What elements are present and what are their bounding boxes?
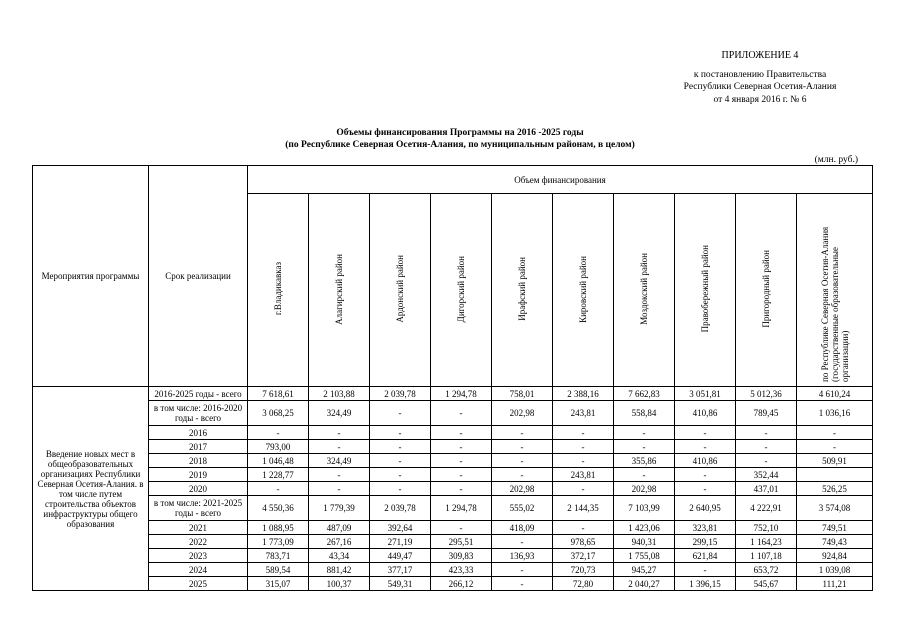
- value-cell: -: [370, 401, 431, 426]
- value-cell: 783,71: [248, 549, 309, 563]
- value-cell: -: [370, 454, 431, 468]
- value-cell: -: [553, 426, 614, 440]
- value-cell: 558,84: [614, 401, 675, 426]
- value-cell: 1 039,08: [797, 563, 873, 577]
- decree-date-line: от 4 января 2016 г. № 6: [713, 95, 807, 105]
- table-body: [33, 387, 873, 591]
- value-cell: 1 294,78: [431, 387, 492, 401]
- value-cell: -: [309, 482, 370, 496]
- region-header: [736, 194, 797, 387]
- value-cell: 7 662,83: [614, 387, 675, 401]
- value-cell: 202,98: [492, 401, 553, 426]
- value-cell: 793,00: [248, 440, 309, 454]
- table-row: [33, 468, 873, 482]
- value-cell: 410,86: [675, 454, 736, 468]
- header-row-top: [33, 166, 873, 194]
- value-cell: -: [492, 454, 553, 468]
- region-header: [248, 194, 309, 387]
- value-cell: 2 388,16: [553, 387, 614, 401]
- table-row: [33, 496, 873, 521]
- decree-line: к постановлению Правительства: [693, 70, 827, 80]
- value-cell: -: [553, 521, 614, 535]
- table-row: [33, 440, 873, 454]
- value-cell: 437,01: [736, 482, 797, 496]
- value-cell: -: [675, 468, 736, 482]
- value-cell: -: [370, 426, 431, 440]
- value-cell: -: [309, 426, 370, 440]
- region-header: [553, 194, 614, 387]
- value-cell: 271,19: [370, 535, 431, 549]
- period-cell: 2025: [149, 577, 248, 591]
- value-cell: 243,81: [553, 401, 614, 426]
- value-cell: -: [248, 426, 309, 440]
- value-cell: -: [309, 440, 370, 454]
- value-cell: 2 039,78: [370, 387, 431, 401]
- table-row: [33, 549, 873, 563]
- value-cell: -: [614, 426, 675, 440]
- value-cell: -: [675, 482, 736, 496]
- value-cell: 1 046,48: [248, 454, 309, 468]
- period-cell: 2024: [149, 563, 248, 577]
- value-cell: 758,01: [492, 387, 553, 401]
- value-cell: 1 107,18: [736, 549, 797, 563]
- value-cell: -: [736, 454, 797, 468]
- value-cell: 352,44: [736, 468, 797, 482]
- region-header: [797, 194, 873, 387]
- region-header: [492, 194, 553, 387]
- value-cell: 7 618,61: [248, 387, 309, 401]
- government-line: Республики Северная Осетия-Алания: [683, 82, 837, 92]
- value-cell: 323,81: [675, 521, 736, 535]
- value-cell: 1 755,08: [614, 549, 675, 563]
- value-cell: -: [492, 563, 553, 577]
- period-cell: 2016-2025 годы - всего: [149, 387, 248, 401]
- value-cell: -: [248, 482, 309, 496]
- value-cell: -: [675, 426, 736, 440]
- value-cell: 43,34: [309, 549, 370, 563]
- value-cell: 243,81: [553, 468, 614, 482]
- value-cell: -: [370, 482, 431, 496]
- period-cell: 2018: [149, 454, 248, 468]
- value-cell: 1 036,16: [797, 401, 873, 426]
- value-cell: 372,17: [553, 549, 614, 563]
- value-cell: 789,45: [736, 401, 797, 426]
- value-cell: -: [431, 468, 492, 482]
- value-cell: -: [370, 440, 431, 454]
- value-cell: 487,09: [309, 521, 370, 535]
- value-cell: -: [431, 440, 492, 454]
- region-header-label: Моздокский район: [639, 253, 649, 325]
- value-cell: 7 103,99: [614, 496, 675, 521]
- region-header: [370, 194, 431, 387]
- period-cell: в том числе: 2016-2020 годы - всего: [149, 401, 248, 426]
- value-cell: 978,65: [553, 535, 614, 549]
- table-row: [33, 535, 873, 549]
- table-row: [33, 387, 873, 401]
- period-cell: 2016: [149, 426, 248, 440]
- table-row: [33, 563, 873, 577]
- period-cell: 2019: [149, 468, 248, 482]
- value-cell: 4 550,36: [248, 496, 309, 521]
- value-cell: -: [492, 440, 553, 454]
- period-column-header: Срок реализации: [149, 166, 248, 387]
- units-label: (млн. руб.): [814, 155, 858, 165]
- value-cell: -: [492, 468, 553, 482]
- value-cell: 1 088,95: [248, 521, 309, 535]
- value-cell: -: [736, 440, 797, 454]
- value-cell: 4 610,24: [797, 387, 873, 401]
- value-cell: -: [492, 426, 553, 440]
- value-cell: 2 640,95: [675, 496, 736, 521]
- value-cell: -: [431, 454, 492, 468]
- value-cell: 324,49: [309, 401, 370, 426]
- region-header-label: Пригородный район: [761, 250, 771, 328]
- value-cell: -: [736, 426, 797, 440]
- appendix-label: ПРИЛОЖЕНИЕ 4: [721, 50, 799, 61]
- value-cell: [797, 468, 873, 482]
- document-subtitle: (по Республике Северная Осетия-Алания, по муниципальным районам, в целом): [285, 140, 635, 150]
- value-cell: 377,17: [370, 563, 431, 577]
- value-cell: 653,72: [736, 563, 797, 577]
- table-row: [33, 454, 873, 468]
- value-cell: 1 294,78: [431, 496, 492, 521]
- table-row: [33, 426, 873, 440]
- value-cell: 100,37: [309, 577, 370, 591]
- period-cell: 2017: [149, 440, 248, 454]
- table-row: [33, 401, 873, 426]
- value-cell: 324,49: [309, 454, 370, 468]
- value-cell: -: [614, 468, 675, 482]
- region-header-label: по Республике Северная Осетия-Алания (государственные образовательные организации): [819, 226, 850, 382]
- value-cell: 940,31: [614, 535, 675, 549]
- value-cell: 720,73: [553, 563, 614, 577]
- region-header: [675, 194, 736, 387]
- value-cell: 1 396,15: [675, 577, 736, 591]
- value-cell: 3 574,08: [797, 496, 873, 521]
- table-row: [33, 482, 873, 496]
- region-header: [431, 194, 492, 387]
- value-cell: 555,02: [492, 496, 553, 521]
- value-cell: -: [492, 535, 553, 549]
- region-header-label: Кировский район: [578, 255, 588, 323]
- value-cell: 315,07: [248, 577, 309, 591]
- value-cell: 1 228,77: [248, 468, 309, 482]
- value-cell: 202,98: [614, 482, 675, 496]
- value-cell: 410,86: [675, 401, 736, 426]
- value-cell: 752,10: [736, 521, 797, 535]
- value-cell: -: [431, 521, 492, 535]
- value-cell: 4 222,91: [736, 496, 797, 521]
- value-cell: 267,16: [309, 535, 370, 549]
- value-cell: 1 773,09: [248, 535, 309, 549]
- value-cell: 266,12: [431, 577, 492, 591]
- value-cell: 621,84: [675, 549, 736, 563]
- financing-table: [32, 165, 873, 591]
- value-cell: -: [675, 440, 736, 454]
- value-cell: -: [675, 563, 736, 577]
- value-cell: -: [309, 468, 370, 482]
- value-cell: 2 103,88: [309, 387, 370, 401]
- region-header: [614, 194, 675, 387]
- measure-description: Введение новых мест в общеобразовательных организациях Республики Северная Осетия-Алания. в том числе путем строительства объектов инфраструктуры общего образования: [33, 387, 149, 591]
- value-cell: -: [431, 482, 492, 496]
- region-header-label: Алагирский район: [334, 253, 344, 325]
- period-cell: 2022: [149, 535, 248, 549]
- period-cell: 2020: [149, 482, 248, 496]
- value-cell: -: [370, 468, 431, 482]
- value-cell: 1 779,39: [309, 496, 370, 521]
- region-header-label: г.Владикавказ: [273, 262, 283, 316]
- value-cell: -: [797, 440, 873, 454]
- value-cell: -: [797, 426, 873, 440]
- value-cell: -: [553, 454, 614, 468]
- value-cell: 3 051,81: [675, 387, 736, 401]
- period-cell: в том числе: 2021-2025 годы - всего: [149, 496, 248, 521]
- table-row: [33, 577, 873, 591]
- value-cell: 111,21: [797, 577, 873, 591]
- value-cell: -: [431, 426, 492, 440]
- region-header-label: Ардонский район: [395, 255, 405, 323]
- value-cell: 202,98: [492, 482, 553, 496]
- value-cell: 423,33: [431, 563, 492, 577]
- value-cell: 299,15: [675, 535, 736, 549]
- value-cell: 549,31: [370, 577, 431, 591]
- value-cell: 749,51: [797, 521, 873, 535]
- value-cell: 749,43: [797, 535, 873, 549]
- value-cell: 136,93: [492, 549, 553, 563]
- value-cell: -: [553, 482, 614, 496]
- value-cell: 945,27: [614, 563, 675, 577]
- financing-group-header: Объем финансирования: [248, 166, 873, 194]
- value-cell: 2 144,35: [553, 496, 614, 521]
- region-header-label: Правобережный район: [700, 245, 710, 333]
- value-cell: 295,51: [431, 535, 492, 549]
- value-cell: 355,86: [614, 454, 675, 468]
- value-cell: 3 068,25: [248, 401, 309, 426]
- value-cell: -: [431, 401, 492, 426]
- value-cell: -: [553, 440, 614, 454]
- value-cell: 2 039,78: [370, 496, 431, 521]
- value-cell: 589,54: [248, 563, 309, 577]
- value-cell: 392,64: [370, 521, 431, 535]
- value-cell: 881,42: [309, 563, 370, 577]
- value-cell: 1 423,06: [614, 521, 675, 535]
- value-cell: -: [614, 440, 675, 454]
- value-cell: 418,09: [492, 521, 553, 535]
- value-cell: 5 012,36: [736, 387, 797, 401]
- document-title: Объемы финансирования Программы на 2016 -2025 годы: [336, 128, 584, 138]
- value-cell: 526,25: [797, 482, 873, 496]
- value-cell: 924,84: [797, 549, 873, 563]
- value-cell: 1 164,23: [736, 535, 797, 549]
- table-row: [33, 521, 873, 535]
- value-cell: 545,67: [736, 577, 797, 591]
- region-header-label: Ирафский район: [517, 257, 527, 321]
- region-header: [309, 194, 370, 387]
- period-cell: 2021: [149, 521, 248, 535]
- value-cell: -: [492, 577, 553, 591]
- value-cell: 309,83: [431, 549, 492, 563]
- region-header-label: Дигорский район: [456, 255, 466, 323]
- value-cell: 2 040,27: [614, 577, 675, 591]
- value-cell: 72,80: [553, 577, 614, 591]
- value-cell: 509,91: [797, 454, 873, 468]
- value-cell: 449,47: [370, 549, 431, 563]
- period-cell: 2023: [149, 549, 248, 563]
- measure-column-header: Мероприятия программы: [33, 166, 149, 387]
